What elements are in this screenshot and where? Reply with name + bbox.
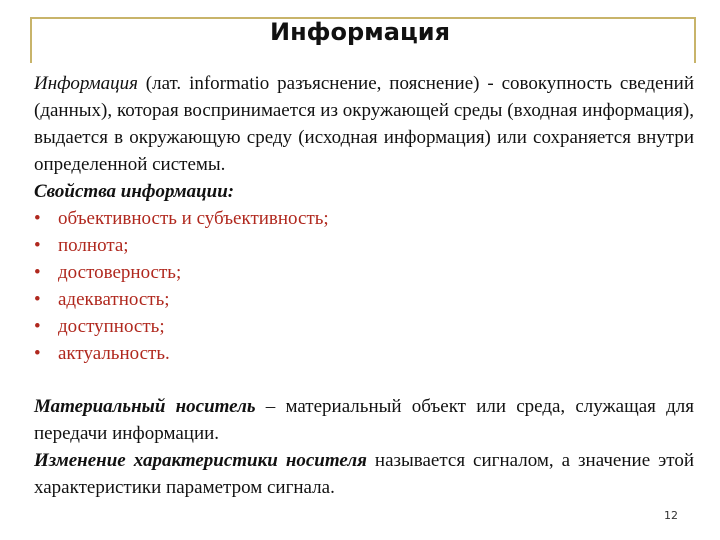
list-item (34, 205, 694, 232)
list-item (34, 232, 694, 259)
list-item (34, 340, 694, 367)
list-item-text: актуальность. (58, 343, 170, 364)
carrier-term: Материальный носитель (34, 396, 256, 417)
signal-paragraph (34, 447, 694, 501)
bullet-icon: • (34, 316, 41, 337)
list-item (34, 313, 694, 340)
spacer (34, 367, 694, 393)
properties-heading: Свойства информации: (34, 181, 235, 202)
list-item-text: достоверность; (58, 262, 182, 283)
carrier-paragraph (34, 393, 694, 447)
bullet-icon: • (34, 289, 41, 310)
definition-term: Информация (34, 73, 138, 94)
list-item-text: адекватность; (58, 289, 170, 310)
signal-term: Изменение характеристики носителя (34, 450, 367, 471)
list-item (34, 286, 694, 313)
bullet-icon: • (34, 208, 41, 229)
slide-title: Информация (270, 18, 450, 46)
slide-content (34, 70, 694, 501)
bullet-icon: • (34, 343, 41, 364)
list-item-text: доступность; (58, 316, 165, 337)
definition-paragraph (34, 70, 694, 178)
page-number: 12 (664, 509, 678, 522)
bullet-icon: • (34, 235, 41, 256)
list-item (34, 259, 694, 286)
definition-text: (лат. informatio разъяснение, пояснение) - совокупность сведений (данных), которая воспринимается из окружающей среды (входная информация), выдается в окружающую среду (исходная информация) или сохраняется внутри определенной системы. (34, 73, 694, 175)
properties-list (34, 205, 694, 367)
list-item-text: объективность и субъективность; (58, 208, 329, 229)
signal-text: называется сигналом, а значение этой характеристики параметром сигнала. (34, 450, 695, 498)
list-item-text: полнота; (58, 235, 129, 256)
carrier-text: – материальный объект или среда, служащая для передачи информации. (34, 396, 694, 444)
bullet-icon: • (34, 262, 41, 283)
